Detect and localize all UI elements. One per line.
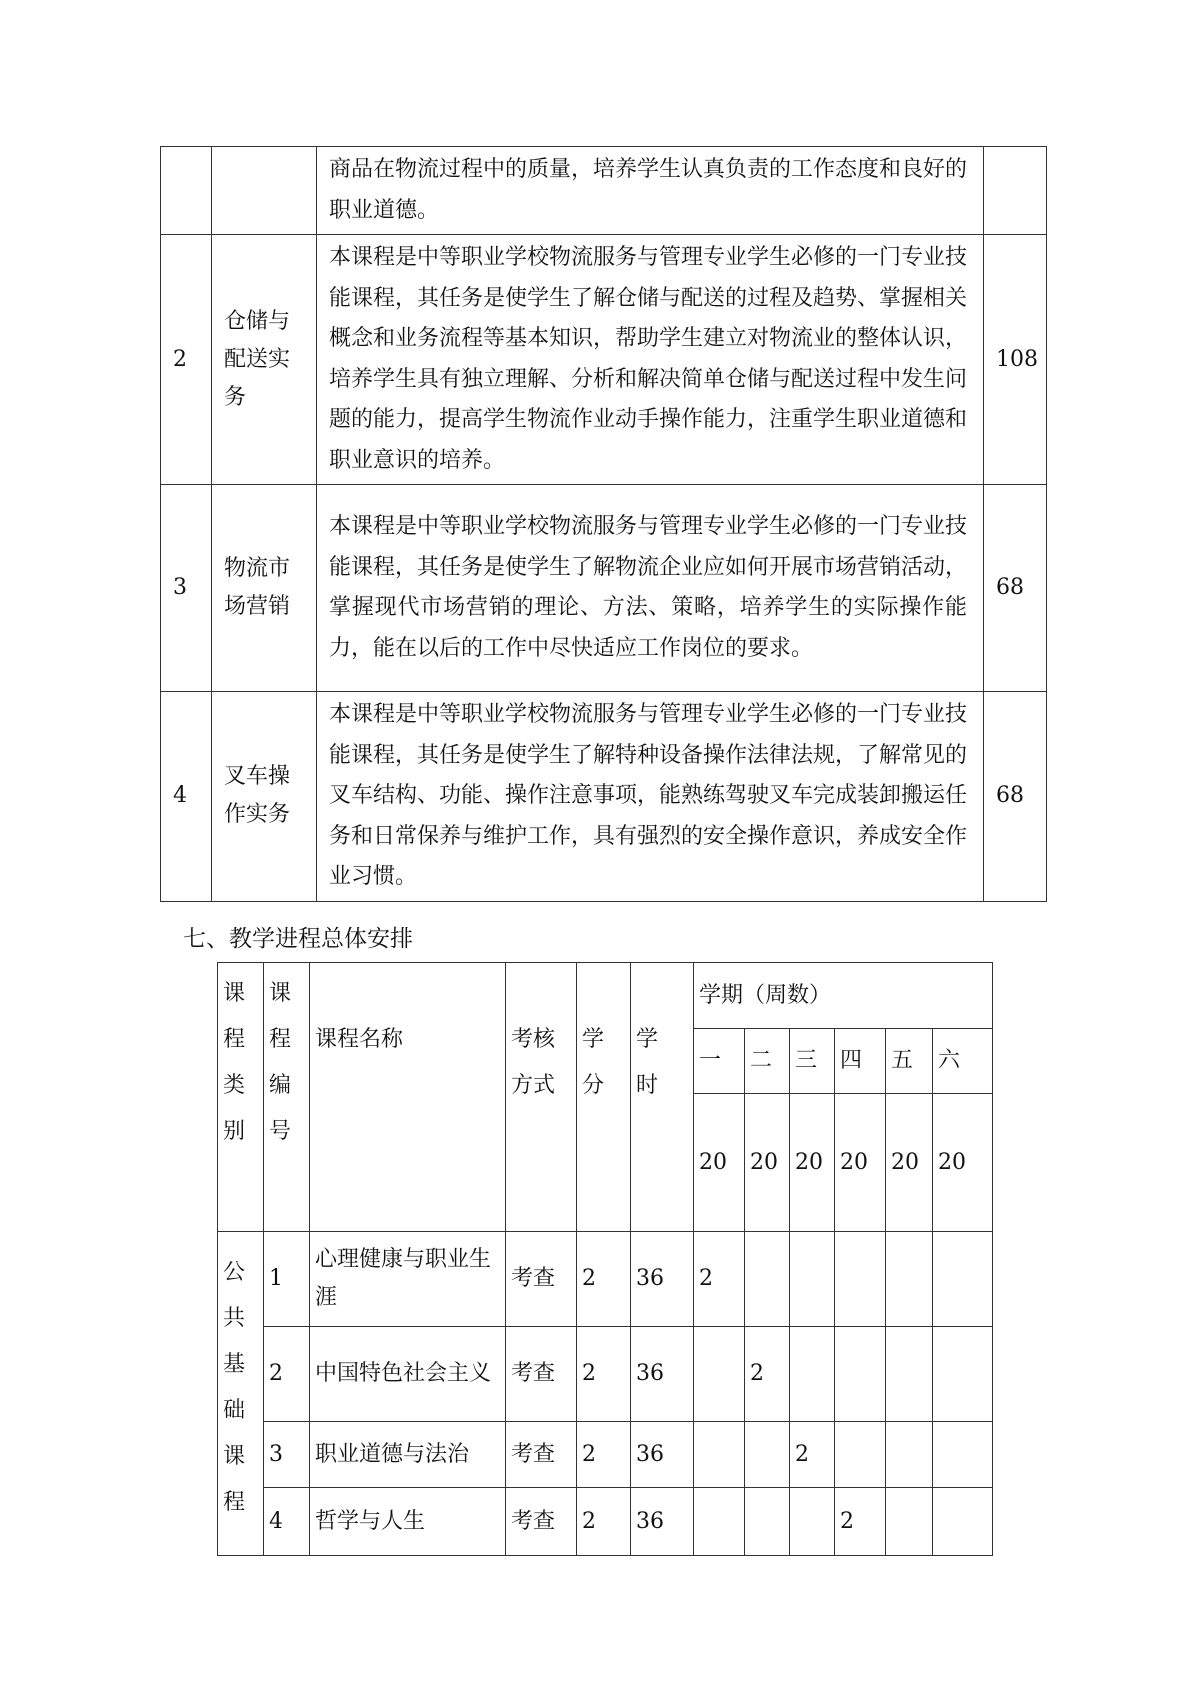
assessment-cell: 考查 <box>506 1232 577 1327</box>
teaching-schedule-table <box>217 962 993 1556</box>
course-code-cell: 4 <box>264 1488 310 1556</box>
semester-cell <box>790 1232 835 1327</box>
course-name-cell <box>212 147 317 235</box>
hours-cell: 36 <box>631 1422 694 1488</box>
course-name-cell: 中国特色社会主义 <box>310 1327 506 1422</box>
course-hours-cell: 108 <box>984 235 1047 485</box>
semester-1-weeks: 20 <box>694 1094 745 1232</box>
course-name-cell: 叉车操作实务 <box>212 692 317 902</box>
table-row <box>161 147 1047 235</box>
semester-cell <box>933 1232 993 1327</box>
header-category: 课 程 类 别 <box>218 963 264 1232</box>
course-number-cell: 2 <box>161 235 212 485</box>
table-row <box>218 1327 993 1422</box>
table-row <box>161 235 1047 485</box>
semester-6-label: 六 <box>933 1029 993 1094</box>
header-code: 课 程 编 号 <box>264 963 310 1232</box>
header-assessment: 考核 方式 <box>506 963 577 1232</box>
course-hours-cell <box>984 147 1047 235</box>
hours-cell: 36 <box>631 1327 694 1422</box>
course-name-cell: 哲学与人生 <box>310 1488 506 1556</box>
semester-cell <box>835 1422 886 1488</box>
course-hours-cell: 68 <box>984 692 1047 902</box>
semester-6-weeks: 20 <box>933 1094 993 1232</box>
course-code-cell: 3 <box>264 1422 310 1488</box>
course-description-table <box>160 146 1047 902</box>
semester-cell <box>790 1327 835 1422</box>
semester-cell: 2 <box>790 1422 835 1488</box>
semester-cell <box>886 1422 933 1488</box>
header-hours: 学 时 <box>631 963 694 1232</box>
hours-cell: 36 <box>631 1488 694 1556</box>
header-semester-group: 学期（周数） <box>694 963 993 1029</box>
course-name-cell: 仓储与配送实务 <box>212 235 317 485</box>
semester-4-label: 四 <box>835 1029 886 1094</box>
semester-cell <box>933 1327 993 1422</box>
header-row <box>218 963 993 1029</box>
assessment-cell: 考查 <box>506 1488 577 1556</box>
course-code-cell: 1 <box>264 1232 310 1327</box>
header-credits: 学 分 <box>577 963 631 1232</box>
semester-cell <box>835 1327 886 1422</box>
semester-cell <box>933 1422 993 1488</box>
semester-cell <box>745 1488 790 1556</box>
semester-3-label: 三 <box>790 1029 835 1094</box>
semester-cell: 2 <box>745 1327 790 1422</box>
semester-cell <box>694 1488 745 1556</box>
semester-2-weeks: 20 <box>745 1094 790 1232</box>
semester-cell <box>886 1232 933 1327</box>
credits-cell: 2 <box>577 1232 631 1327</box>
course-description-cell: 商品在物流过程中的质量，培养学生认真负责的工作态度和良好的职业道德。 <box>317 147 984 235</box>
course-description-cell: 本课程是中等职业学校物流服务与管理专业学生必修的一门专业技能课程，其任务是使学生了解仓储与配送的过程及趋势、掌握相关概念和业务流程等基本知识，帮助学生建立对物流业的整体认识，培养学生具有独立理解、分析和解决简单仓储与配送过程中发生问题的能力，提高学生物流作业动手操作能力，注重学生职业道德和职业意识的培养。 <box>317 235 984 485</box>
semester-cell <box>886 1327 933 1422</box>
course-name-cell: 心理健康与职业生涯 <box>310 1232 506 1327</box>
semester-cell <box>694 1327 745 1422</box>
table-row <box>161 485 1047 692</box>
course-number-cell <box>161 147 212 235</box>
course-code-cell: 2 <box>264 1327 310 1422</box>
credits-cell: 2 <box>577 1488 631 1556</box>
course-description-cell: 本课程是中等职业学校物流服务与管理专业学生必修的一门专业技能课程，其任务是使学生了解物流企业应如何开展市场营销活动，掌握现代市场营销的理论、方法、策略，培养学生的实际操作能力，能在以后的工作中尽快适应工作岗位的要求。 <box>317 485 984 692</box>
semester-2-label: 二 <box>745 1029 790 1094</box>
semester-cell <box>694 1422 745 1488</box>
credits-cell: 2 <box>577 1422 631 1488</box>
semester-4-weeks: 20 <box>835 1094 886 1232</box>
semester-cell: 2 <box>694 1232 745 1327</box>
course-number-cell: 4 <box>161 692 212 902</box>
table-row <box>218 1422 993 1488</box>
table-row <box>161 692 1047 902</box>
semester-cell <box>790 1488 835 1556</box>
semester-1-label: 一 <box>694 1029 745 1094</box>
assessment-cell: 考查 <box>506 1422 577 1488</box>
course-number-cell: 3 <box>161 485 212 692</box>
course-name-cell: 职业道德与法治 <box>310 1422 506 1488</box>
table-row <box>218 1232 993 1327</box>
course-hours-cell: 68 <box>984 485 1047 692</box>
semester-cell <box>745 1232 790 1327</box>
table-row <box>218 1488 993 1556</box>
category-public-basic: 公 共 基 础 课 程 <box>218 1232 264 1556</box>
section-heading: 七、教学进程总体安排 <box>183 926 413 952</box>
hours-cell: 36 <box>631 1232 694 1327</box>
semester-cell <box>933 1488 993 1556</box>
semester-5-label: 五 <box>886 1029 933 1094</box>
semester-cell: 2 <box>835 1488 886 1556</box>
semester-3-weeks: 20 <box>790 1094 835 1232</box>
semester-cell <box>745 1422 790 1488</box>
course-name-cell: 物流市场营销 <box>212 485 317 692</box>
credits-cell: 2 <box>577 1327 631 1422</box>
header-course-name: 课程名称 <box>310 963 506 1232</box>
semester-cell <box>886 1488 933 1556</box>
semester-cell <box>835 1232 886 1327</box>
assessment-cell: 考查 <box>506 1327 577 1422</box>
semester-5-weeks: 20 <box>886 1094 933 1232</box>
course-description-cell: 本课程是中等职业学校物流服务与管理专业学生必修的一门专业技能课程，其任务是使学生了解特种设备操作法律法规，了解常见的叉车结构、功能、操作注意事项，能熟练驾驶叉车完成装卸搬运任务和日常保养与维护工作，具有强烈的安全操作意识，养成安全作业习惯。 <box>317 692 984 902</box>
